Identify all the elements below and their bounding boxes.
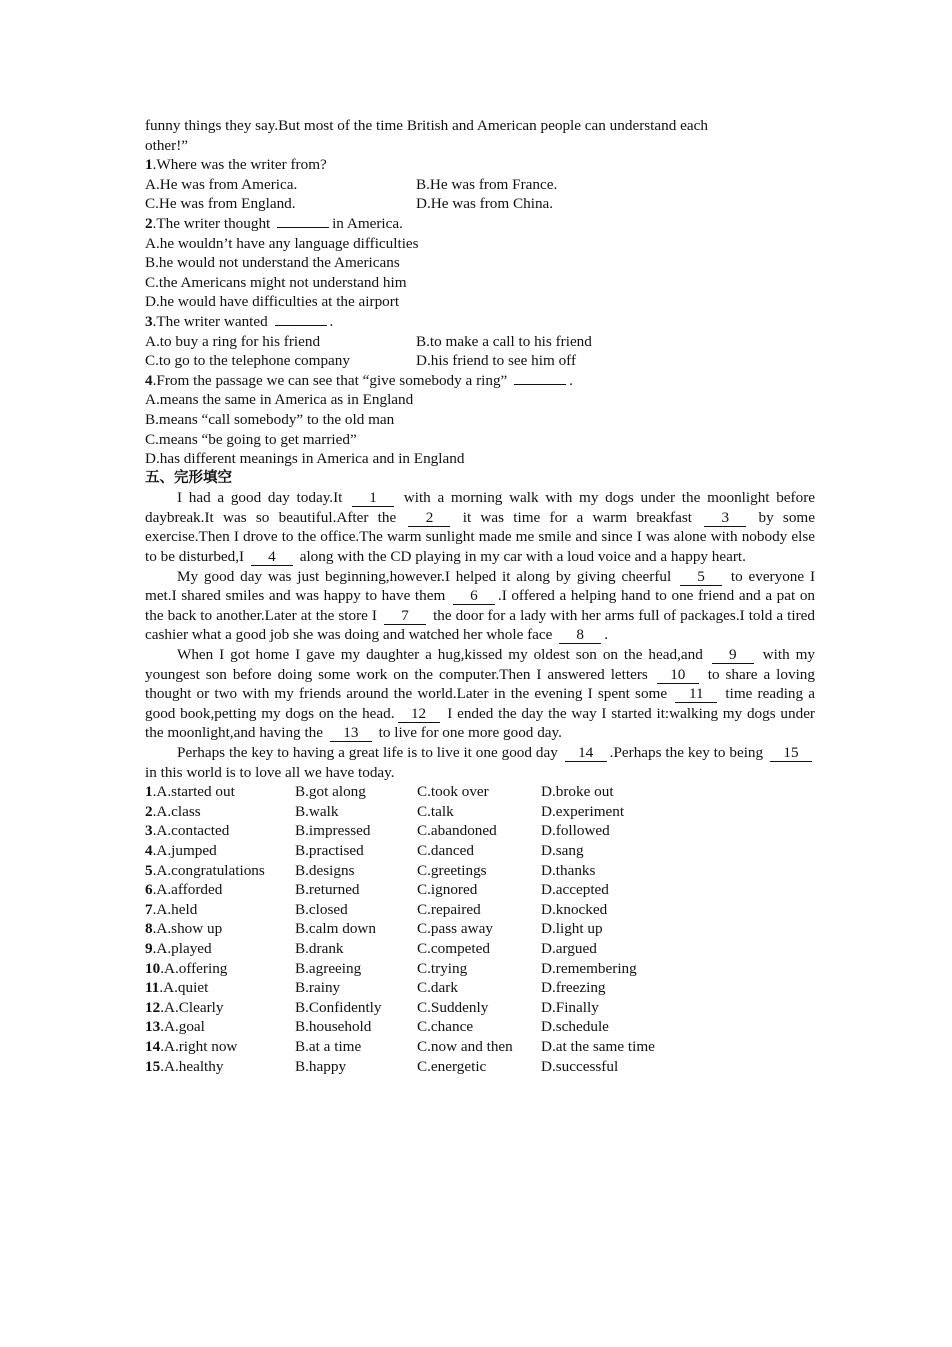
cloze-option-text: .A.show up (152, 920, 223, 938)
cloze-option (145, 919, 295, 939)
cloze-option: B.household (295, 1018, 372, 1036)
option-row (145, 175, 815, 195)
passage-text: to live for one more good day. (374, 724, 562, 742)
cloze-option-row (145, 861, 815, 881)
option-row (145, 351, 815, 371)
cloze-option: D.followed (541, 822, 610, 840)
option: D.he would have difficulties at the airport (145, 293, 400, 311)
question-number: 1 (145, 156, 153, 174)
passage-text: Perhaps the key to having a great life is to live it one good day (177, 744, 562, 761)
cloze-option: D.freezing (541, 979, 606, 997)
option: A.He was from America. (145, 175, 298, 193)
cloze-option-row (145, 998, 815, 1018)
cloze-option-number: 13 (145, 1018, 161, 1036)
cloze-options-list (145, 782, 815, 1076)
question-text: .The writer wanted (152, 312, 272, 330)
cloze-option-text: .A.started out (152, 783, 235, 801)
cloze-option: C.pass away (417, 920, 493, 938)
cloze-option-number: 1 (145, 783, 153, 801)
passage-text: I had a good day today.It (177, 489, 350, 507)
option: D.He was from China. (416, 195, 554, 213)
cloze-option-row (145, 919, 815, 939)
cloze-option-row (145, 939, 815, 959)
cloze-option-text: .A.quiet (159, 979, 209, 997)
cloze-option: B.practised (295, 841, 364, 859)
question-stem (145, 312, 815, 332)
answer-blank (514, 384, 566, 385)
cloze-option (145, 978, 295, 998)
question-number: 3 (145, 312, 153, 330)
cloze-option-row (145, 782, 815, 802)
cloze-option: C.greetings (417, 861, 487, 879)
cloze-option (145, 861, 295, 881)
cloze-option-number: 12 (145, 998, 161, 1016)
cloze-option (145, 821, 295, 841)
cloze-option: B.happy (295, 1057, 347, 1075)
question-stem (145, 155, 815, 175)
cloze-option-row (145, 959, 815, 979)
option: D.has different meanings in America and in England (145, 450, 465, 468)
cloze-option: B.returned (295, 881, 360, 899)
option: A.he wouldn’t have any language difficulties (145, 234, 419, 252)
cloze-option-text: .A.congratulations (152, 861, 265, 879)
cloze-blank: 3 (704, 510, 746, 527)
passage-text: it was time for a warm breakfast (453, 508, 702, 526)
option: B.means “call somebody” to the old man (145, 410, 395, 428)
question-text: . (329, 312, 334, 330)
cloze-option: D.remembering (541, 959, 637, 977)
option: B.he would not understand the Americans (145, 254, 400, 272)
cloze-option (145, 1017, 295, 1037)
option: A.to buy a ring for his friend (145, 332, 321, 350)
cloze-option (145, 959, 295, 979)
cloze-option: C.energetic (417, 1057, 487, 1075)
cloze-option-text: .A.Clearly (160, 998, 224, 1016)
cloze-blank: 1 (352, 490, 394, 507)
cloze-option-number: 10 (145, 959, 161, 977)
cloze-option: C.danced (417, 841, 474, 859)
cloze-option-number: 2 (145, 802, 153, 820)
cloze-option-number: 15 (145, 1057, 161, 1075)
passage-text: by some exercise.Then I drove to the office.The warm sunlight made me smile and since I was alone with nobody else to be disturbed,I (145, 508, 815, 566)
cloze-option: C.competed (417, 939, 490, 957)
cloze-option-row (145, 1017, 815, 1037)
cloze-option (145, 1037, 295, 1057)
cloze-option-number: 3 (145, 822, 153, 840)
cloze-option: D.accepted (541, 881, 609, 899)
cloze-option: B.at a time (295, 1037, 362, 1055)
cloze-option (145, 939, 295, 959)
cloze-blank: 11 (675, 686, 717, 703)
intro-line: other!” (145, 136, 189, 154)
cloze-option: D.Finally (541, 998, 599, 1016)
option-row (145, 332, 815, 352)
cloze-option-text: .A.offering (160, 959, 228, 977)
cloze-option (145, 880, 295, 900)
passage-paragraph (145, 645, 815, 743)
cloze-option-text: .A.afforded (152, 881, 223, 899)
question-text: . (569, 371, 573, 389)
cloze-blank: 13 (330, 725, 372, 742)
cloze-blank: 15 (770, 745, 812, 762)
cloze-option (145, 900, 295, 920)
cloze-option: C.talk (417, 802, 454, 820)
cloze-option: B.drank (295, 939, 344, 957)
passage-text: to everyone I met.I shared smiles and was happy to have them (145, 567, 816, 605)
cloze-option-number: 5 (145, 861, 153, 879)
cloze-option-text: .A.held (152, 900, 198, 918)
cloze-option: B.agreeing (295, 959, 362, 977)
cloze-option: B.got along (295, 783, 366, 801)
cloze-option-number: 14 (145, 1037, 161, 1055)
cloze-option-text: .A.goal (160, 1018, 205, 1036)
question-stem (145, 214, 815, 234)
passage-text: with a morning walk with my dogs under the moonlight before daybreak.It was so beautiful.After the (145, 489, 815, 526)
cloze-option: D.successful (541, 1057, 619, 1075)
option: C.to go to the telephone company (145, 352, 350, 370)
cloze-option-number: 8 (145, 920, 153, 938)
passage-text: .Perhaps the key to being (609, 744, 768, 761)
cloze-option-text: .A.class (152, 802, 201, 820)
question-number: 2 (145, 214, 153, 232)
cloze-option: B.Confidently (295, 998, 382, 1016)
passage-paragraph (145, 743, 815, 782)
passage-text: . (604, 626, 608, 644)
cloze-option-row (145, 880, 815, 900)
cloze-option: D.light up (541, 920, 603, 938)
cloze-option: B.designs (295, 861, 355, 879)
cloze-option-row (145, 1057, 815, 1077)
passage-text: in this world is to love all we have today. (145, 763, 395, 781)
question-number: 4 (145, 371, 153, 389)
passage-text: When I got home I gave my daughter a hug,kissed my oldest son on the head,and (177, 646, 709, 664)
passage-text: I ended the day the way I started it:walking my dogs under the moonlight,and having the (145, 704, 815, 742)
option: C.the Americans might not understand him (145, 273, 407, 291)
passage-text: My good day was just beginning,however.I helped it along by giving cheerful (177, 567, 678, 585)
answer-blank (277, 227, 329, 228)
cloze-option: C.repaired (417, 900, 481, 918)
cloze-blank: 8 (559, 627, 601, 644)
cloze-option-number: 7 (145, 900, 153, 918)
question-stem (145, 371, 815, 391)
passage-text: to share a loving thought or two with my friends around the world.Later in the evening I spent some (145, 665, 815, 703)
cloze-option: D.thanks (541, 861, 596, 879)
option: D.his friend to see him off (416, 352, 577, 370)
cloze-option (145, 782, 295, 802)
cloze-option-number: 11 (145, 979, 160, 997)
cloze-blank: 5 (680, 569, 722, 586)
cloze-option-text: .A.played (152, 939, 212, 957)
option: B.He was from France. (416, 175, 558, 193)
cloze-blank: 12 (398, 706, 440, 723)
cloze-blank: 10 (657, 667, 699, 684)
cloze-blank: 9 (712, 647, 754, 664)
document-page (145, 116, 815, 1076)
option: B.to make a call to his friend (416, 332, 592, 350)
question-text: .From the passage we can see that “give somebody a ring” (152, 371, 512, 389)
cloze-option-row (145, 802, 815, 822)
cloze-option-text: .A.right now (160, 1037, 238, 1055)
cloze-option: D.broke out (541, 783, 614, 801)
cloze-option-number: 9 (145, 939, 153, 957)
cloze-option: B.closed (295, 900, 348, 918)
passage-text: .I offered a helping hand to one friend and a pat on the back to another.Later at the store I (145, 587, 816, 624)
cloze-option: C.took over (417, 783, 489, 801)
cloze-option: C.now and then (417, 1037, 513, 1055)
cloze-option: D.knocked (541, 900, 608, 918)
cloze-option (145, 841, 295, 861)
option: A.means the same in America as in England (145, 391, 414, 409)
cloze-option: D.experiment (541, 802, 625, 820)
passage-text: time reading a good book,petting my dogs on the head. (145, 685, 815, 722)
cloze-option: D.argued (541, 939, 597, 957)
question-text: in America. (332, 214, 403, 232)
cloze-option-number: 6 (145, 881, 153, 899)
section-title: 五、完形填空 (145, 469, 232, 486)
intro-line: funny things they say.But most of the time British and American people can understand each (145, 117, 708, 134)
cloze-option: C.dark (417, 979, 458, 997)
cloze-option-row (145, 978, 815, 998)
cloze-option: D.schedule (541, 1018, 609, 1036)
cloze-option-row (145, 1037, 815, 1057)
cloze-option-number: 4 (145, 841, 153, 859)
cloze-blank: 7 (384, 608, 426, 625)
cloze-option (145, 802, 295, 822)
cloze-option-row (145, 841, 815, 861)
option: C.means “be going to get married” (145, 430, 357, 448)
cloze-option-row (145, 900, 815, 920)
passage-text: along with the CD playing in my car with a loud voice and a happy heart. (295, 548, 746, 566)
passage-text: the door for a lady with her arms full of packages.I told a tired cashier what a good job she was doing and watched her whole face (145, 606, 816, 644)
question-text: .The writer thought (152, 214, 275, 232)
cloze-option: C.Suddenly (417, 998, 489, 1016)
cloze-option: C.chance (417, 1018, 474, 1036)
question-text: .Where was the writer from? (152, 156, 327, 174)
cloze-option: C.abandoned (417, 822, 497, 840)
cloze-option (145, 1057, 295, 1077)
cloze-blank: 6 (453, 588, 495, 605)
cloze-option: B.calm down (295, 920, 376, 938)
cloze-blank: 14 (565, 745, 607, 762)
cloze-blank: 4 (251, 549, 293, 566)
option-row (145, 194, 815, 214)
answer-blank (275, 325, 327, 326)
passage-paragraph (145, 567, 815, 645)
option: C.He was from England. (145, 195, 296, 213)
cloze-option: B.rainy (295, 979, 341, 997)
cloze-option: D.at the same time (541, 1037, 655, 1055)
cloze-option: D.sang (541, 841, 584, 859)
passage-paragraph (145, 488, 815, 566)
cloze-option-row (145, 821, 815, 841)
cloze-option: C.ignored (417, 881, 478, 899)
cloze-option: B.impressed (295, 822, 371, 840)
cloze-option-text: .A.healthy (160, 1057, 224, 1075)
cloze-option: B.walk (295, 802, 339, 820)
cloze-blank: 2 (408, 510, 450, 527)
cloze-option-text: .A.jumped (152, 841, 217, 859)
passage-text: with my youngest son before doing some work on the computer.Then I answered letters (145, 646, 815, 683)
cloze-option: C.trying (417, 959, 468, 977)
cloze-option-text: .A.contacted (152, 822, 230, 840)
cloze-option (145, 998, 295, 1018)
